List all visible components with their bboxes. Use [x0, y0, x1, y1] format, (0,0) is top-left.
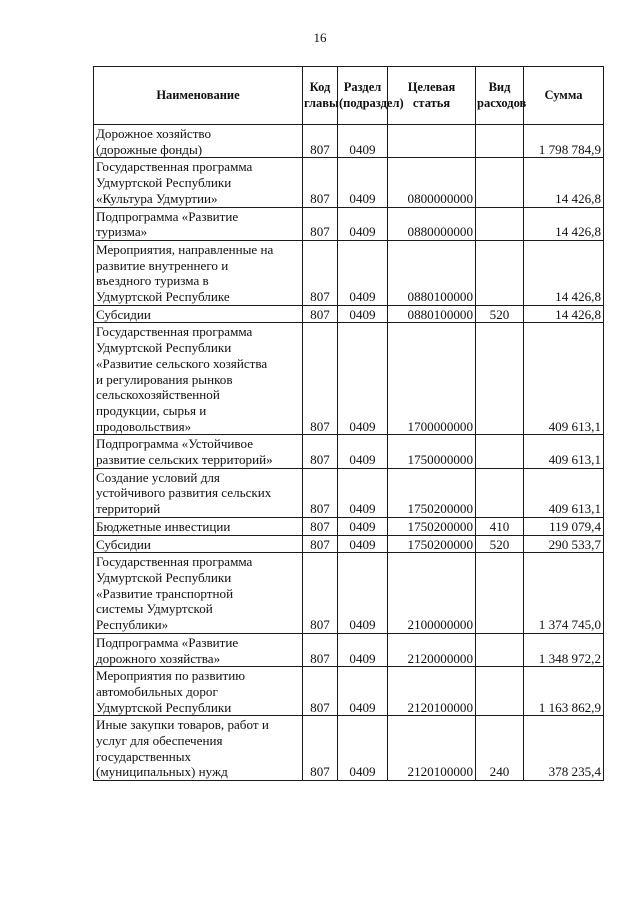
row-target: 0880100000	[388, 305, 476, 323]
row-kind	[476, 158, 524, 207]
row-kind	[476, 207, 524, 240]
row-kind	[476, 667, 524, 716]
table-row	[94, 323, 604, 435]
row-kind	[476, 435, 524, 468]
row-target: 0800000000	[388, 158, 476, 207]
table-row	[94, 435, 604, 468]
row-sum: 1 374 745,0	[524, 553, 604, 634]
row-target: 1700000000	[388, 323, 476, 435]
row-kind	[476, 125, 524, 158]
row-name: Подпрограмма «Развитие туризма»	[94, 207, 303, 240]
row-sum: 14 426,8	[524, 305, 604, 323]
table-row	[94, 305, 604, 323]
row-section: 0409	[338, 207, 388, 240]
row-sum: 14 426,8	[524, 240, 604, 305]
header-section: Раздел (подраздел)	[338, 67, 388, 125]
row-code: 807	[303, 553, 338, 634]
row-kind: 240	[476, 716, 524, 781]
row-name: Подпрограмма «Устойчивое развитие сельских территорий»	[94, 435, 303, 468]
row-name: Дорожное хозяйство (дорожные фонды)	[94, 125, 303, 158]
row-code: 807	[303, 535, 338, 553]
row-sum: 1 163 862,9	[524, 667, 604, 716]
row-code: 807	[303, 207, 338, 240]
row-code: 807	[303, 125, 338, 158]
row-target: 0880000000	[388, 207, 476, 240]
table-row	[94, 553, 604, 634]
row-code: 807	[303, 716, 338, 781]
row-sum: 409 613,1	[524, 323, 604, 435]
row-target: 1750000000	[388, 435, 476, 468]
row-name: Бюджетные инвестиции	[94, 517, 303, 535]
row-section: 0409	[338, 468, 388, 517]
row-sum: 1 798 784,9	[524, 125, 604, 158]
table-row	[94, 535, 604, 553]
row-target: 1750200000	[388, 517, 476, 535]
row-code: 807	[303, 158, 338, 207]
row-section: 0409	[338, 535, 388, 553]
row-code: 807	[303, 323, 338, 435]
row-target: 2120100000	[388, 667, 476, 716]
row-name: Мероприятия, направленные на развитие внутреннего и въездного туризма в Удмуртской Республике	[94, 240, 303, 305]
row-sum: 378 235,4	[524, 716, 604, 781]
table-row	[94, 716, 604, 781]
header-code: Код главы	[303, 67, 338, 125]
row-sum: 290 533,7	[524, 535, 604, 553]
row-kind	[476, 633, 524, 666]
table-header-row	[94, 67, 604, 125]
row-code: 807	[303, 667, 338, 716]
row-section: 0409	[338, 240, 388, 305]
row-name: Государственная программа Удмуртской Республики «Развитие транспортной системы Удмуртской Республики»	[94, 553, 303, 634]
row-name: Подпрограмма «Развитие дорожного хозяйства»	[94, 633, 303, 666]
row-section: 0409	[338, 633, 388, 666]
table-row	[94, 517, 604, 535]
row-kind	[476, 240, 524, 305]
row-sum: 1 348 972,2	[524, 633, 604, 666]
page-number: 16	[313, 30, 327, 45]
row-target: 2120000000	[388, 633, 476, 666]
row-target: 1750200000	[388, 535, 476, 553]
table-row	[94, 468, 604, 517]
row-section: 0409	[338, 323, 388, 435]
row-name: Субсидии	[94, 535, 303, 553]
row-sum: 409 613,1	[524, 468, 604, 517]
row-section: 0409	[338, 517, 388, 535]
row-target: 1750200000	[388, 468, 476, 517]
row-kind	[476, 323, 524, 435]
row-kind	[476, 468, 524, 517]
row-section: 0409	[338, 553, 388, 634]
row-target: 0880100000	[388, 240, 476, 305]
row-sum: 14 426,8	[524, 207, 604, 240]
row-name: Государственная программа Удмуртской Республики «Культура Удмуртии»	[94, 158, 303, 207]
row-section: 0409	[338, 125, 388, 158]
row-section: 0409	[338, 158, 388, 207]
row-code: 807	[303, 305, 338, 323]
row-name: Иные закупки товаров, работ и услуг для обеспечения государственных (муниципальных) нужд	[94, 716, 303, 781]
row-code: 807	[303, 517, 338, 535]
table-row	[94, 240, 604, 305]
row-section: 0409	[338, 667, 388, 716]
header-name: Наименование	[94, 67, 303, 125]
row-section: 0409	[338, 716, 388, 781]
header-sum: Сумма	[524, 67, 604, 125]
table-row	[94, 125, 604, 158]
row-target: 2120100000	[388, 716, 476, 781]
table-row	[94, 207, 604, 240]
row-section: 0409	[338, 435, 388, 468]
row-kind: 410	[476, 517, 524, 535]
row-name: Создание условий для устойчивого развития сельских территорий	[94, 468, 303, 517]
row-kind	[476, 553, 524, 634]
table-row	[94, 667, 604, 716]
row-kind: 520	[476, 535, 524, 553]
row-kind: 520	[476, 305, 524, 323]
row-code: 807	[303, 468, 338, 517]
row-sum: 409 613,1	[524, 435, 604, 468]
row-code: 807	[303, 240, 338, 305]
header-kind: Вид расходов	[476, 67, 524, 125]
budget-table	[93, 66, 604, 781]
row-name: Мероприятия по развитию автомобильных дорог Удмуртской Республики	[94, 667, 303, 716]
row-sum: 119 079,4	[524, 517, 604, 535]
row-section: 0409	[338, 305, 388, 323]
row-code: 807	[303, 435, 338, 468]
row-code: 807	[303, 633, 338, 666]
row-target	[388, 125, 476, 158]
row-name: Субсидии	[94, 305, 303, 323]
row-name: Государственная программа Удмуртской Республики «Развитие сельского хозяйства и регулирования рынков сельскохозяйственной продукции, сырья и продовольствия»	[94, 323, 303, 435]
row-target: 2100000000	[388, 553, 476, 634]
table-row	[94, 633, 604, 666]
row-sum: 14 426,8	[524, 158, 604, 207]
header-target: Целевая статья	[388, 67, 476, 125]
table-row	[94, 158, 604, 207]
